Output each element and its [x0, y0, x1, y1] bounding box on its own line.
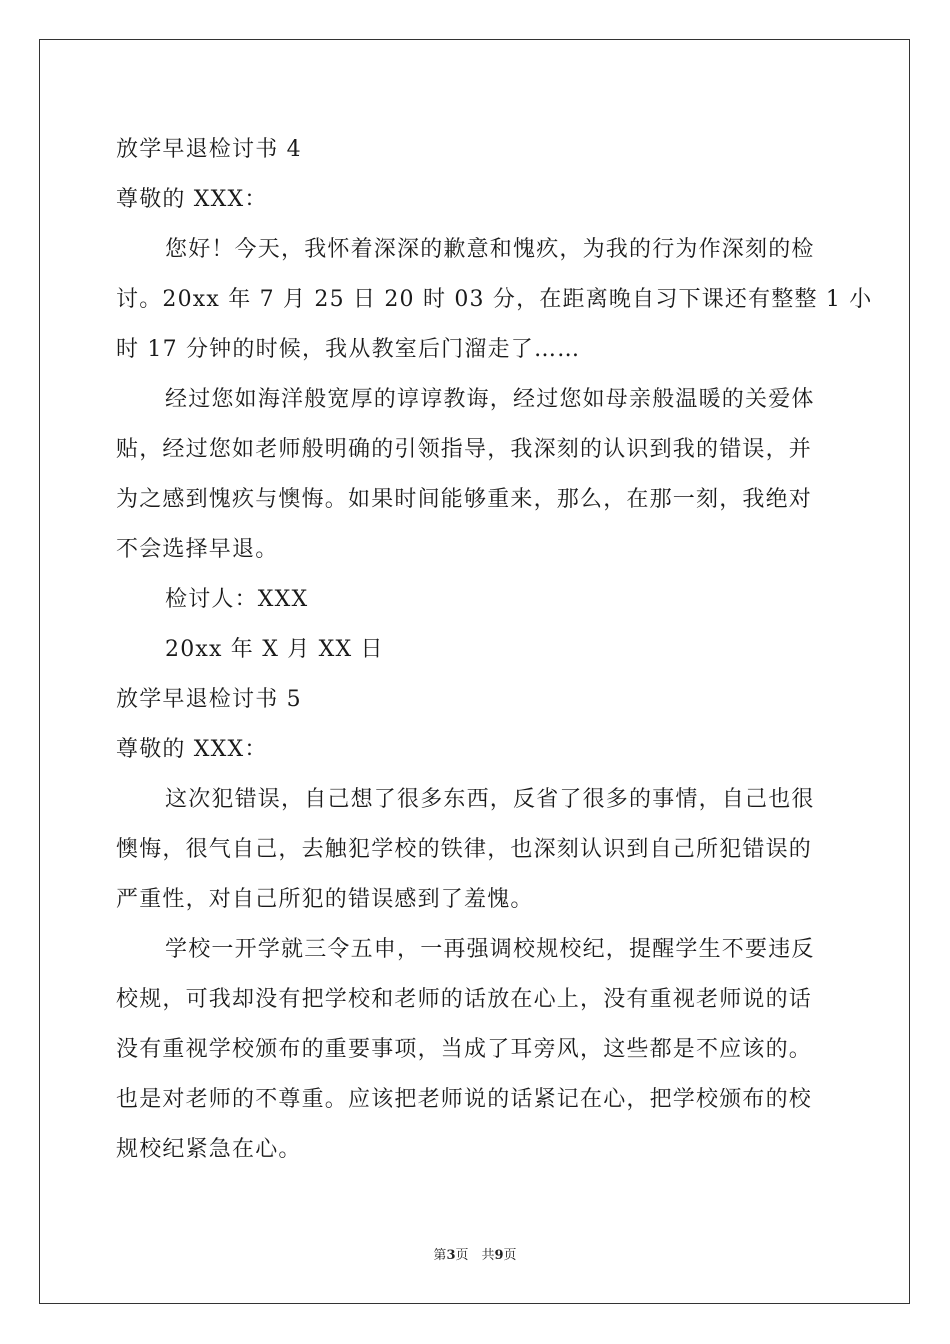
paragraph-line: 您好！今天，我怀着深深的歉意和愧疚，为我的行为作深刻的检	[165, 237, 815, 262]
total-page-number: 9	[494, 1248, 504, 1263]
paragraph-line: 为之感到愧疚与懊悔。如果时间能够重来，那么，在那一刻，我绝对	[116, 487, 813, 512]
salutation: 尊敬的 XXX：	[116, 737, 268, 762]
paragraph-line: 不会选择早退。	[116, 537, 279, 562]
paragraph-line: 这次犯错误，自己想了很多东西，反省了很多的事情，自己也很	[165, 787, 815, 812]
section-title-4: 放学早退检讨书 4	[116, 137, 302, 162]
paragraph-line: 讨。20xx 年 7 月 25 日 20 时 03 分，在距离晚自习下课还有整整 1 小	[116, 287, 873, 312]
paragraph-line: 贴，经过您如老师般明确的引领指导，我深刻的认识到我的错误，并	[116, 437, 813, 462]
current-page-number: 3	[446, 1248, 456, 1263]
paragraph-line: 也是对老师的不尊重。应该把老师说的话紧记在心，把学校颁布的校	[116, 1087, 813, 1112]
section-title-5: 放学早退检讨书 5	[116, 687, 302, 712]
page-prefix: 第	[433, 1248, 447, 1263]
paragraph-line: 懊悔，很气自己，去触犯学校的铁律，也深刻认识到自己所犯错误的	[116, 837, 813, 862]
paragraph-line: 规校纪紧急在心。	[116, 1137, 302, 1162]
paragraph-line: 学校一开学就三令五申，一再强调校规校纪，提醒学生不要违反	[165, 937, 815, 962]
signature-name: 检讨人：XXX	[165, 587, 309, 612]
salutation: 尊敬的 XXX：	[116, 187, 268, 212]
page-suffix: 页	[503, 1248, 517, 1263]
paragraph-line: 时 17 分钟的时候，我从教室后门溜走了……	[116, 337, 581, 362]
paragraph-line: 没有重视学校颁布的重要事项，当成了耳旁风，这些都是不应该的。	[116, 1037, 813, 1062]
paragraph-line: 严重性，对自己所犯的错误感到了羞愧。	[116, 887, 534, 912]
page-mid: 页 共	[455, 1248, 495, 1263]
page-footer	[0, 1244, 950, 1263]
paragraph-line: 经过您如海洋般宽厚的谆谆教诲，经过您如母亲般温暖的关爱体	[165, 387, 815, 412]
signature-date: 20xx 年 X 月 XX 日	[165, 637, 384, 662]
paragraph-line: 校规，可我却没有把学校和老师的话放在心上，没有重视老师说的话	[116, 987, 813, 1012]
